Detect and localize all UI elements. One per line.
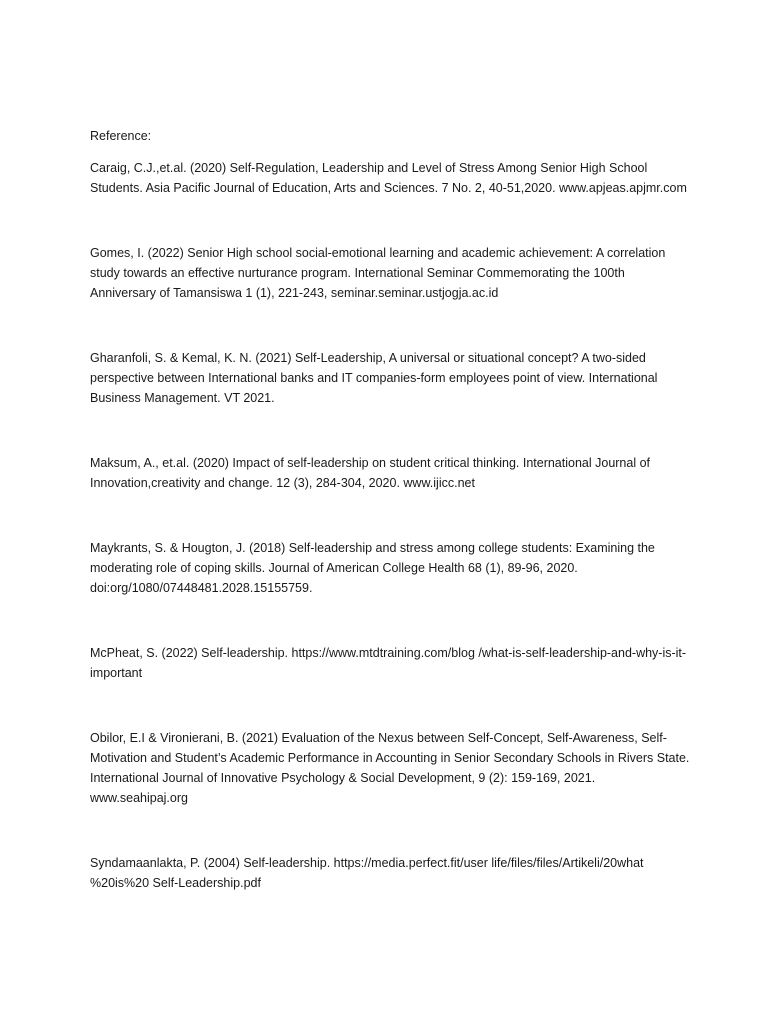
reference-heading: Reference: bbox=[90, 129, 152, 143]
reference-entry-gharanfoli: Gharanfoli, S. & Kemal, K. N. (2021) Self-Leadership, A universal or situational concept? A two-sided perspective between International banks and IT companies-form employees point of view. International Business Management. VT 2021. bbox=[90, 351, 658, 405]
reference-entry-obilor: Obilor, E.I & Vironierani, B. (2021) Evaluation of the Nexus between Self-Concept, Self-Awareness, Self-Motivation and Student’s Academic Performance in Accounting in Senior Secondary Schools in Rivers State. International Journal of Innovative Psychology & Social Development, 9 (2): 159-169, 2021. www.seahipaj.org bbox=[90, 731, 690, 805]
reference-entry-mcpheat: McPheat, S. (2022) Self-leadership. https://www.mtdtraining.com/blog /what-is-self-leadership-and-why-is-it-important bbox=[90, 646, 687, 680]
reference-entry-gomes: Gomes, I. (2022) Senior High school social-emotional learning and academic achievement: A correlation study towards an effective nurturance program. International Seminar Commemorating the 100th Anniversary of Tamansiswa 1 (1), 221-243, seminar.seminar.ustjogja.ac.id bbox=[90, 246, 666, 300]
reference-entry-syndamaanlakta: Syndamaanlakta, P. (2004) Self-leadership. https://media.perfect.fit/user life/files/files/Artikeli/20what %20is%20 Self-Leadership.pdf bbox=[90, 856, 644, 890]
reference-list bbox=[90, 158, 690, 893]
reference-entry-maykrants: Maykrants, S. & Hougton, J. (2018) Self-leadership and stress among college students: Examining the moderating role of coping skills. Journal of American College Health 68 (1), 89-96, 2020. doi:org/1080/07448481.2028.15155759. bbox=[90, 541, 655, 595]
reference-entry-caraig: Caraig, C.J.,et.al. (2020) Self-Regulation, Leadership and Level of Stress Among Senior High School Students. Asia Pacific Journal of Education, Arts and Sciences. 7 No. 2, 40-51,2020. www.apjeas.apjmr.com bbox=[90, 161, 687, 195]
reference-entry-maksum: Maksum, A., et.al. (2020) Impact of self-leadership on student critical thinking. International Journal of Innovation,creativity and change. 12 (3), 284-304, 2020. www.ijicc.net bbox=[90, 456, 651, 490]
document-page bbox=[90, 126, 690, 893]
